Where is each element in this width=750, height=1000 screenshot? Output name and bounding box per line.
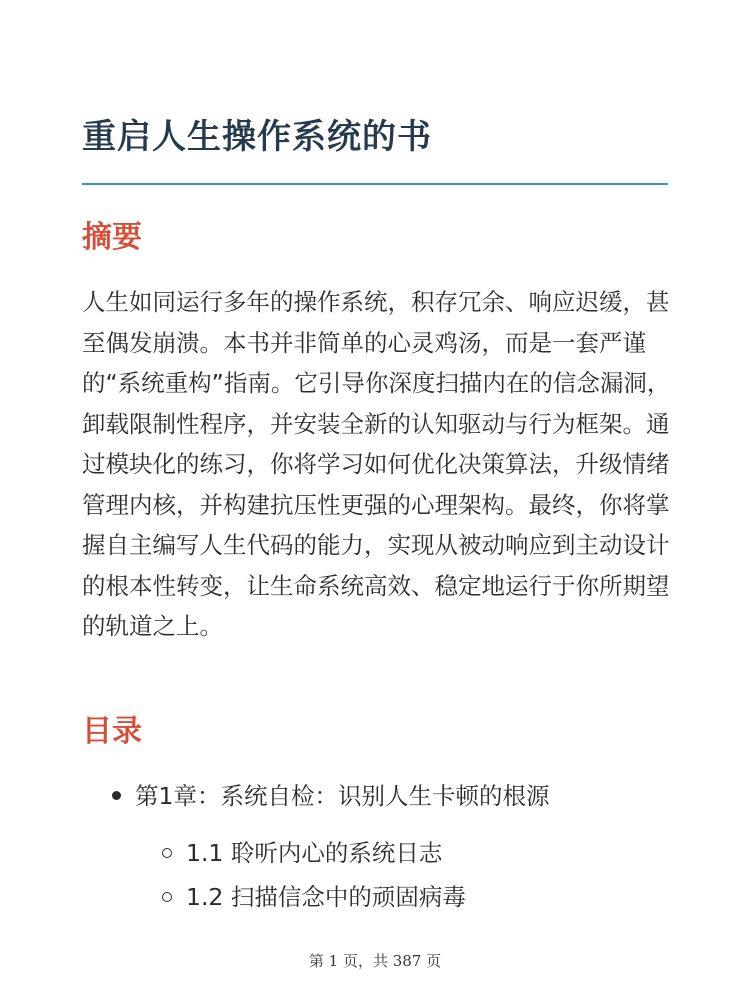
toc-section-item[interactable] <box>162 880 466 914</box>
toc-chapter-label: 第1章：系统自检：识别人生卡顿的根源 <box>135 782 550 810</box>
page-footer: 第 1 页，共 387 页 <box>308 952 442 970</box>
toc-heading: 目录 <box>82 714 142 749</box>
toc-section-label: 1.2 扫描信念中的顽固病毒 <box>186 883 466 911</box>
toc-section-label: 1.1 聆听内心的系统日志 <box>186 839 443 867</box>
toc-chapter-item[interactable] <box>112 779 549 813</box>
abstract-body: 人生如同运行多年的操作系统，积存冗余、响应迟缓，甚至偶发崩溃。本书并非简单的心灵鸡汤，而是一套严谨的“系统重构”指南。它引导你深度扫描内在的信念漏洞，卸载限制性程序，并安装全新的认知驱动与行为框架。通过模块化的练习，你将学习如何优化决策算法，升级情绪管理内核，并构建抗压性更强的心理架构。最终，你将掌握自主编写人生代码的能力，实现从被动响应到主动设计的根本性转变，让生命系统高效、稳定地运行于你所期望的轨道之上。 <box>82 288 671 640</box>
bullet-circle-icon <box>162 848 172 858</box>
toc-section-item[interactable] <box>162 836 442 870</box>
document-title: 重启人生操作系统的书 <box>82 117 432 157</box>
title-divider <box>82 183 668 185</box>
bullet-disc-icon <box>112 791 121 800</box>
bullet-circle-icon <box>162 892 172 902</box>
abstract-heading: 摘要 <box>82 220 142 255</box>
